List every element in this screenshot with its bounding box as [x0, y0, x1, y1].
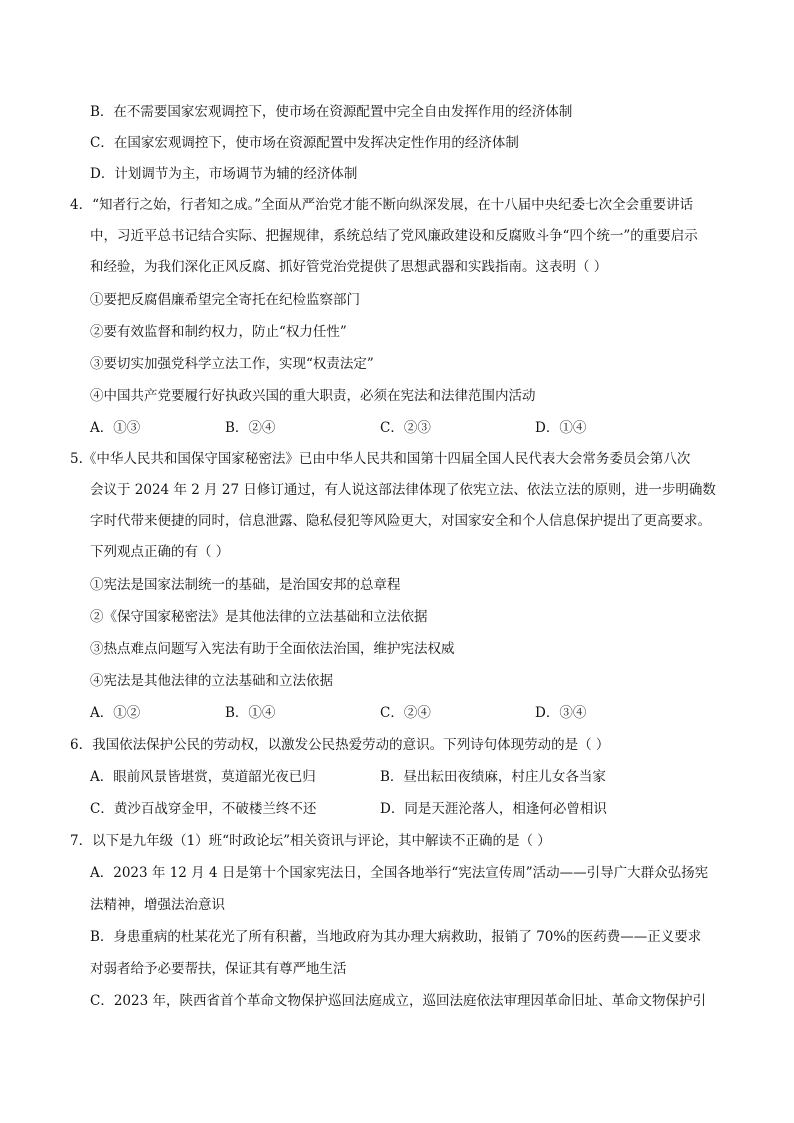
q6-stem: 6．我国依法保护公民的劳动权，以激发公民热爱劳动的意识。下列诗句体现劳动的是（ ） [70, 737, 610, 753]
q7-option-b-line-1: B．身患重病的杜某花光了所有积蓄，当地政府为其办理大病救助，报销了 70%的医药费——正义要求 [90, 929, 702, 945]
q5-statement-4: ④宪法是其他法律的立法基础和立法依据 [90, 673, 333, 689]
q4-option-c: C．②③ [380, 420, 431, 436]
q5-statement-3: ③热点难点问题写入宪法有助于全面依法治国，维护宪法权威 [90, 641, 455, 657]
q5-option-a: A．①② [90, 705, 141, 721]
q5-option-d: D．③④ [535, 705, 587, 721]
q7-stem: 7．以下是九年级（1）班“时政论坛”相关资讯与评论，其中解读不正确的是（ ） [70, 833, 551, 849]
q4-statement-3: ③要切实加强党科学立法工作，实现“权责法定” [90, 356, 374, 372]
q3-option-b: B．在不需要国家宏观调控下，使市场在资源配置中完全自由发挥作用的经济体制 [90, 104, 573, 120]
q4-option-b: B．②④ [225, 420, 276, 436]
q6-option-d: D．同是天涯沦落人，相逢何必曾相识 [380, 801, 607, 817]
q4-option-a: A．①③ [90, 420, 141, 436]
q7-option-c-line-1: C．2023 年，陕西省首个革命文物保护巡回法庭成立，巡回法庭依法审理因革命旧址、革命文物保护引 [90, 993, 706, 1009]
q5-stem-line-2: 会议于 2024 年 2 月 27 日修订通过，有人说这部法律体现了依宪立法、依法立法的原则，进一步明确数 [90, 482, 716, 498]
q5-stem-line-4: 下列观点正确的有（ ） [90, 544, 230, 560]
q4-statement-2: ②要有效监督和制约权力，防止“权力任性” [90, 324, 347, 340]
q3-option-c: C．在国家宏观调控下，使市场在资源配置中发挥决定性作用的经济体制 [90, 135, 519, 151]
q5-option-b: B．①④ [225, 705, 276, 721]
q5-statement-1: ①宪法是国家法制统一的基础，是治国安邦的总章程 [90, 577, 401, 593]
q5-option-c: C．②④ [380, 705, 431, 721]
q4-option-d: D．①④ [535, 420, 587, 436]
q4-statement-1: ①要把反腐倡廉希望完全寄托在纪检监察部门 [90, 292, 360, 308]
q4-statement-4: ④中国共产党要履行好执政兴国的重大职责，必须在宪法和法律范围内活动 [90, 388, 536, 404]
q6-option-c: C．黄沙百战穿金甲，不破楼兰终不还 [90, 801, 317, 817]
q4-stem-line-1: 4．“知者行之始，行者知之成。”全面从严治党才能不断向纵深发展，在十八届中央纪委七次全会重要讲话 [70, 197, 694, 213]
q3-option-d: D．计划调节为主，市场调节为辅的经济体制 [90, 166, 358, 182]
q7-option-b-line-2: 对弱者给予必要帮扶，保证其有尊严地生活 [90, 961, 347, 977]
q4-stem-line-3: 和经验，为我们深化正风反腐、抓好管党治党提供了思想武器和实践指南。这表明（ ） [90, 259, 608, 275]
q4-stem-line-2: 中，习近平总书记结合实际、把握规律，系统总结了党风廉政建设和反腐败斗争“四个统一”的重要启示 [90, 228, 698, 244]
q5-stem-line-1: 5.《中华人民共和国保守国家秘密法》已由中华人民共和国第十四届全国人民代表大会常务委员会第八次 [70, 451, 691, 467]
q5-stem-line-3: 字时代带来便捷的同时，信息泄露、隐私侵犯等风险更大，对国家安全和个人信息保护提出了更高要求。 [90, 513, 711, 529]
q6-option-b: B．昼出耘田夜绩麻，村庄儿女各当家 [380, 769, 606, 785]
q7-option-a-line-2: 法精神，增强法治意识 [90, 897, 225, 913]
q6-option-a: A．眼前风景皆堪赏，莫道韶光夜已归 [90, 769, 316, 785]
q7-option-a-line-1: A．2023 年 12 月 4 日是第十个国家宪法日，全国各地举行“宪法宣传周”活动——引导广大群众弘扬宪 [90, 865, 709, 881]
q5-statement-2: ②《保守国家秘密法》是其他法律的立法基础和立法依据 [90, 609, 428, 625]
